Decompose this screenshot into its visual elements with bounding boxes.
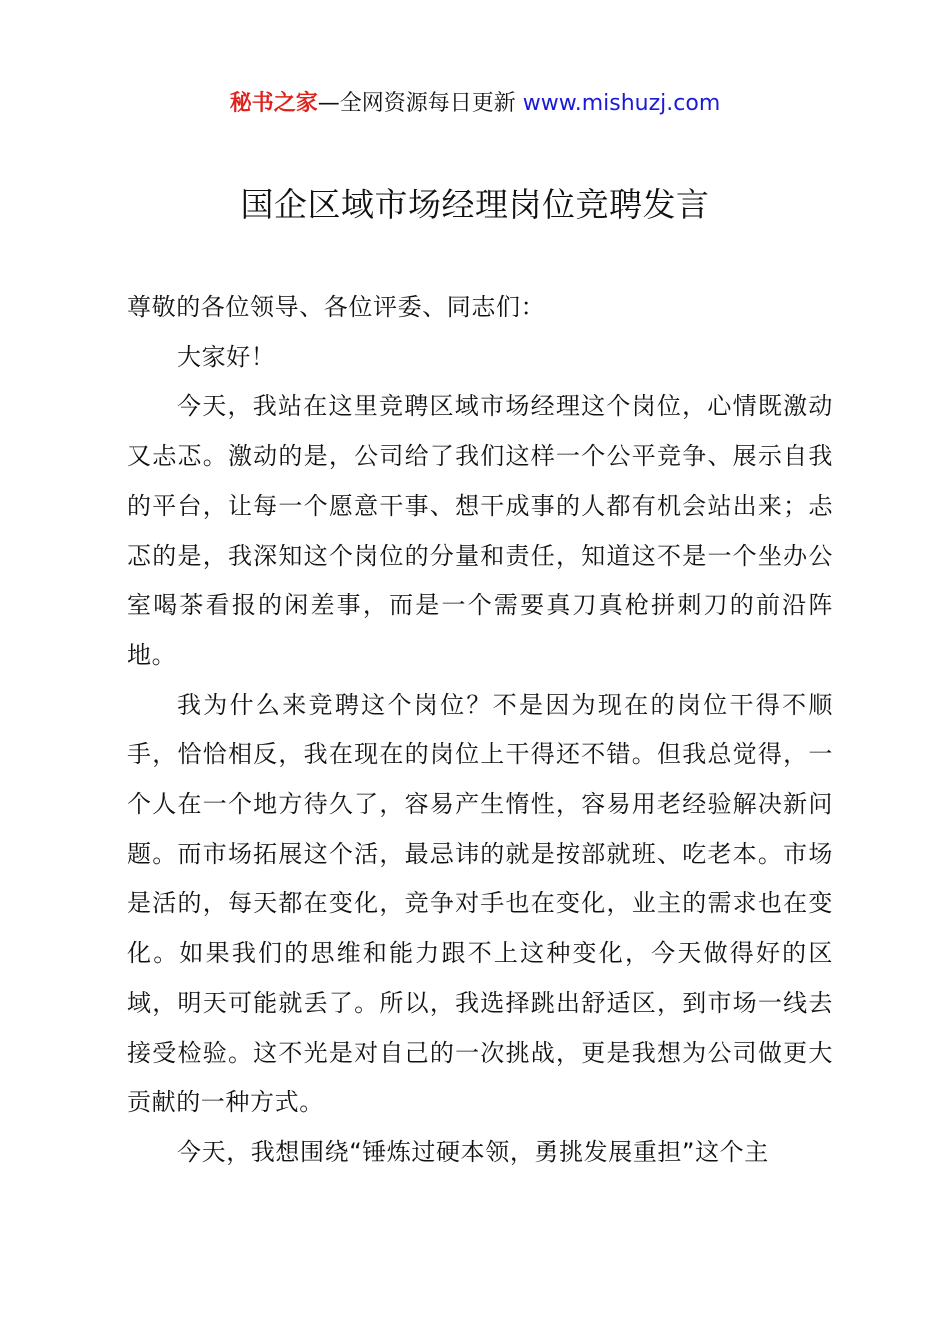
site-url-link[interactable]: www.mishuzj.com bbox=[522, 91, 721, 116]
brand-name: 秘书之家 bbox=[229, 91, 318, 116]
paragraph-intro: 今天，我站在这里竞聘区域市场经理这个岗位，心情既激动又忐忑。激动的是，公司给了我们这样一个公平竞争、展示自我的平台，让每一个愿意干事、想干成事的人都有机会站出来；忐忑的是，我深知这个岗位的分量和责任，知道这不是一个坐办公室喝茶看报的闲差事，而是一个需要真刀真枪拼刺刀的前沿阵地。 bbox=[127, 392, 833, 669]
paragraph-motivation: 我为什么来竞聘这个岗位？不是因为现在的岗位干得不顺手，恰恰相反，我在现在的岗位上干得还不错。但我总觉得，一个人在一个地方待久了，容易产生惰性，容易用老经验解决新问题。而市场拓展这个活，最忌讳的就是按部就班、吃老本。市场是活的，每天都在变化，竞争对手也在变化，业主的需求也在变化。如果我们的思维和能力跟不上这种变化，今天做得好的区域，明天可能就丢了。所以，我选择跳出舒适区，到市场一线去接受检验。这不光是对自己的一次挑战，更是我想为公司做更大贡献的一种方式。 bbox=[127, 690, 833, 1117]
site-header bbox=[0, 88, 950, 120]
header-slogan: —全网资源每日更新 bbox=[317, 91, 516, 116]
document-body bbox=[127, 283, 833, 1178]
salutation: 尊敬的各位领导、各位评委、同志们： bbox=[127, 293, 546, 321]
document-title: 国企区域市场经理岗位竞聘发言 bbox=[240, 185, 710, 224]
paragraph-greeting: 大家好！ bbox=[177, 342, 276, 371]
paragraph-theme: 今天，我想围绕“锤炼过硬本领，勇挑发展重担”这个主 bbox=[177, 1137, 769, 1166]
